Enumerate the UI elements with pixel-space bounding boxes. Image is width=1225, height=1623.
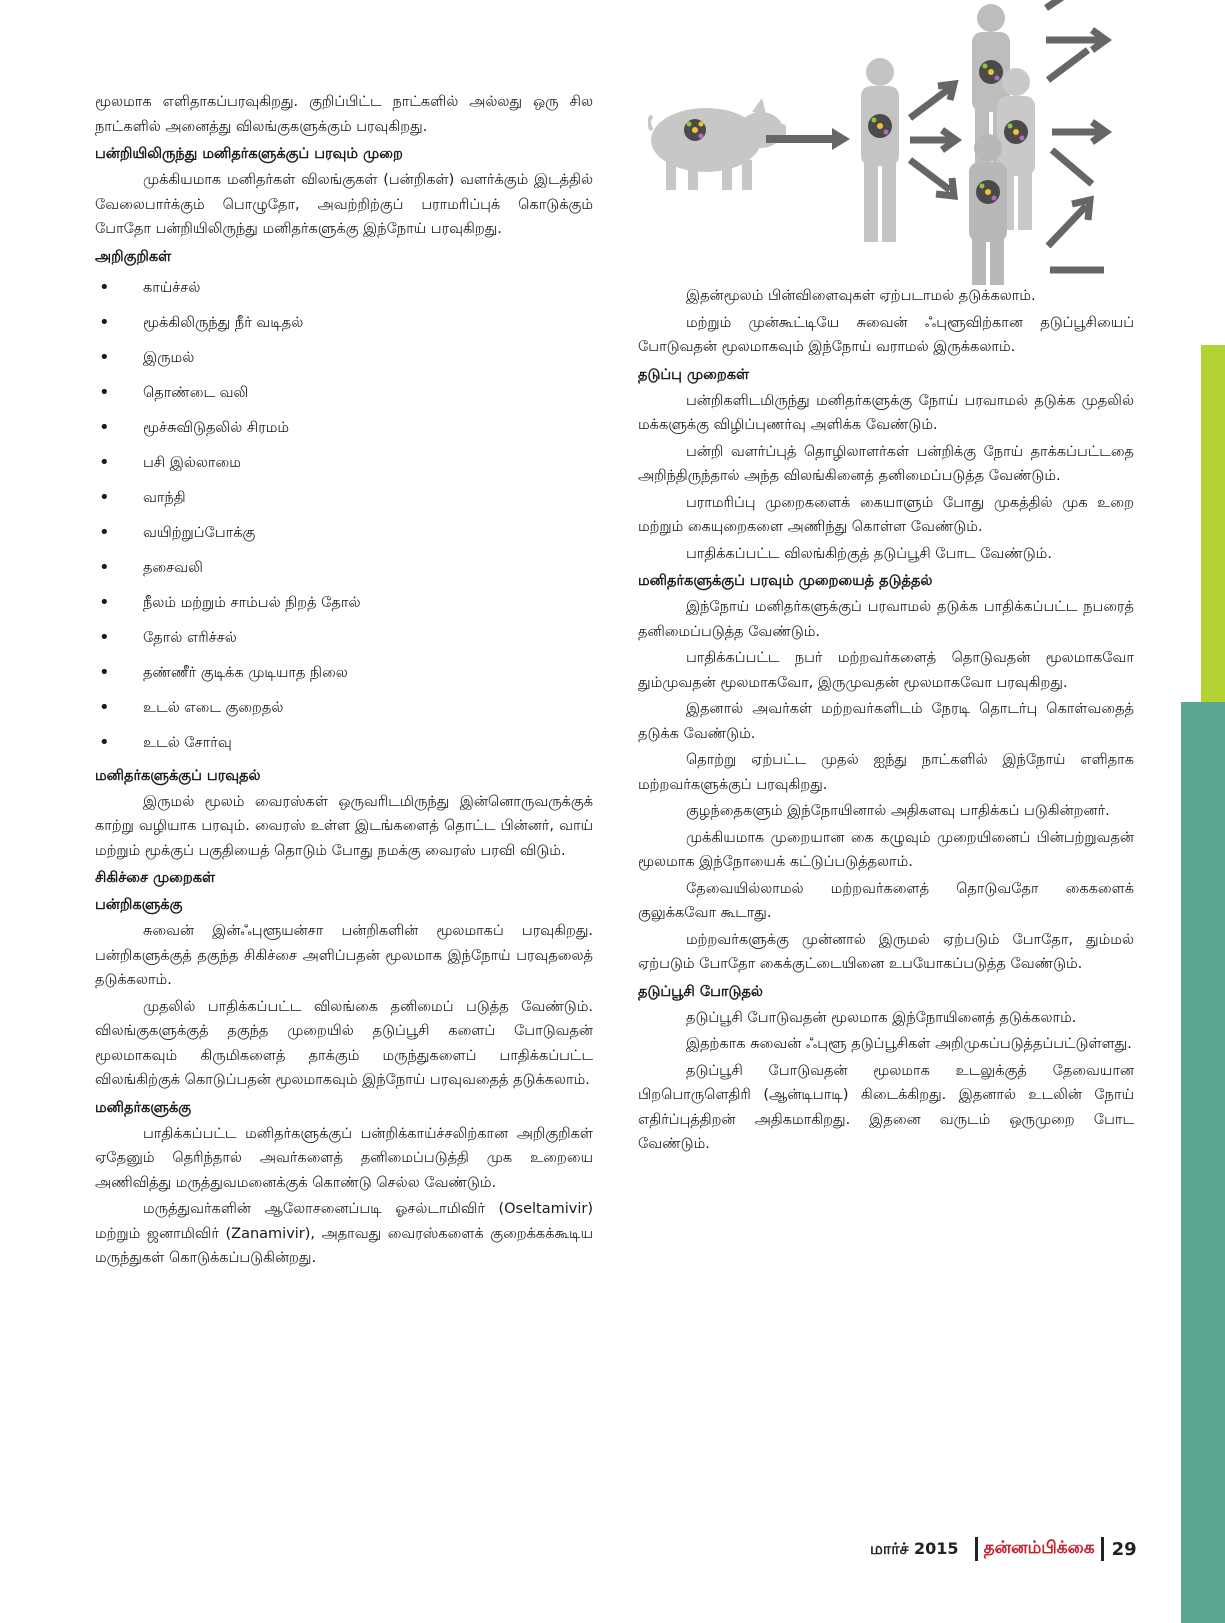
paragraph-stop-5: குழந்தைகளும் இந்நோயினால் அதிகளவு பாதிக்கப் படுகின்றனர். — [686, 803, 1110, 819]
bullet-icon: • — [99, 346, 110, 368]
paragraph-pigs-1: சுவைன் இன்ஃபுளூயன்சா பன்றிகளின் மூலமாகப் பரவுகிறது. பன்றிகளுக்குத் தகுந்த சிகிச்சை அளிப்பதன் மூலமாக இந்நோய் பரவுதலைத் தடுக்கலாம். — [95, 923, 593, 988]
paragraph-stop-1: இந்நோய் மனிதர்களுக்குப் பரவாமல் தடுக்க பாதிக்கப்பட்ட நபரைத் தனிமைப்படுத்த வேண்டும். — [638, 599, 1134, 640]
bullet-icon: • — [99, 486, 110, 508]
virus-icon — [684, 119, 706, 141]
heading-stop-spread: மனிதர்களுக்குப் பரவும் முறையைத் தடுத்தல் — [638, 573, 933, 589]
paragraph-pig-to-human: முக்கியமாக மனிதர்கள் விலங்குகள் (பன்றிகள்) வளர்க்கும் இடத்தில் வேலைபார்க்கும் பொழுதோ, அவற்றிற்குப் பராமரிப்புக் கொடுக்கும் போதோ பன்றியிலிருந்து மனிதர்களுக்கு இந்நோய் பரவுகிறது. — [95, 172, 593, 237]
list-item: • தொண்டை வலி — [95, 378, 593, 413]
list-item: • இருமல் — [95, 343, 593, 378]
symptoms-list — [95, 273, 593, 763]
list-item: • வாந்தி — [95, 483, 593, 518]
person-icon — [861, 58, 899, 242]
paragraph-humans-2: மருத்துவர்களின் ஆலோசனைப்படி ஓசல்டாமிவிர் (Oseltamivir) மற்றும் ஜனாமிவிர் (Zanamivir), அதாவது வைரஸ்களைக் குறைக்கக்கூடிய மருந்துகள் கொடுக்கப்படுகின்றது. — [95, 1201, 593, 1266]
list-item: • பசி இல்லாமை — [95, 448, 593, 483]
left-column — [95, 90, 593, 1273]
heading-pig-to-human: பன்றியிலிருந்து மனிதர்களுக்குப் பரவும் முறை — [95, 146, 403, 162]
paragraph-humans-1: பாதிக்கப்பட்ட மனிதர்களுக்குப் பன்றிக்காய்ச்சலிற்கான அறிகுறிகள் ஏதேனும் தெரிந்தால் அவர்களைத் தனிமைப்படுத்தி முக உறையை அணிவித்து மருத்துவமனைக்குக் கொண்டு செல்ல வேண்டும். — [95, 1125, 593, 1191]
paragraph-vaccination-1: தடுப்பூசி போடுவதன் மூலமாக இந்நோயினைத் தடுக்கலாம். — [686, 1009, 1077, 1026]
right-column — [638, 284, 1134, 1159]
magazine-logo: தன்னம்பிக்கை — [983, 1538, 1095, 1558]
pig-icon — [649, 98, 786, 190]
bullet-icon: • — [99, 521, 110, 543]
paragraph-vaccination-2: இதற்காக சுவைன் ஃபுளூ தடுப்பூசிகள் அறிமுகப்படுத்தப்பட்டுள்ளது. — [686, 1036, 1132, 1052]
bullet-icon: • — [99, 591, 110, 613]
paragraph-pigs-2: முதலில் பாதிக்கப்பட்ட விலங்கை தனிமைப் படுத்த வேண்டும். விலங்குகளுக்குத் தகுந்த முறையில் தடுப்பூசி களைப் போடுவதன் மூலமாகவும் கிருமிகளைத் தாக்கும் மருந்துகளைப் பாதிக்கப்பட்ட விலங்கிற்குக் கொடுப்பதன் மூலமாகவும் இந்நோய் பரவுவதைத் தடுக்கலாம். — [95, 998, 593, 1088]
heading-for-humans: மனிதர்களுக்கு — [95, 1099, 192, 1116]
footer-divider — [1101, 1537, 1104, 1561]
paragraph-prevention-4: பாதிக்கப்பட்ட விலங்கிற்குத் தடுப்பூசி போட வேண்டும். — [686, 545, 1052, 562]
heading-prevention: தடுப்பு முறைகள் — [638, 366, 750, 383]
bullet-icon: • — [99, 311, 110, 333]
list-item: • தண்ணீர் குடிக்க முடியாத நிலை — [95, 658, 593, 693]
bullet-icon: • — [99, 731, 110, 753]
paragraph-human-spread: இருமல் மூலம் வைரஸ்கள் ஒருவரிடமிருந்து இன்னொருவருக்குக் காற்று வழியாக பரவும். வைரஸ் உள்ள இடங்களைத் தொட்ட பின்னர், வாய் மற்றும் மூக்குப் பகுதியைத் தொடும் போது நமக்கு வைரஸ் பரவி விடும். — [95, 793, 593, 859]
bullet-icon: • — [99, 451, 110, 473]
bullet-icon: • — [99, 381, 110, 403]
paragraph-stop-4: தொற்று ஏற்பட்ட முதல் ஐந்து நாட்களில் இந்நோய் எளிதாக மற்றவர்களுக்குப் பரவுகிறது. — [638, 752, 1134, 793]
list-item: • உடல் சோர்வு — [95, 728, 593, 763]
list-item: • மூக்கிலிருந்து நீர் வடிதல் — [95, 308, 593, 343]
bullet-icon: • — [99, 416, 110, 438]
paragraph-stop-7: தேவையில்லாமல் மற்றவர்களைத் தொடுவதோ கைகளைக் குலுக்கவோ கூடாது. — [638, 880, 1134, 921]
list-item: • மூச்சுவிடுதலில் சிரமம் — [95, 413, 593, 448]
list-item: • உடல் எடை குறைதல் — [95, 693, 593, 728]
list-item: • காய்ச்சல் — [95, 273, 593, 308]
bullet-icon: • — [99, 661, 110, 683]
paragraph-prevention-2: பன்றி வளர்ப்புத் தொழிலாளர்கள் பன்றிக்கு நோய் தாக்கப்பட்டதை அறிந்திருந்தால் அந்த விலங்கினைத் தனிமைப்படுத்த வேண்டும். — [638, 443, 1134, 484]
pig-to-human-transmission-illustration — [648, 0, 1138, 285]
paragraph-stop-8: மற்றவர்களுக்கு முன்னால் இருமல் ஏற்படும் போதோ, தும்மல் ஏற்படும் போதோ கைக்குட்டையினை உபயோகப்படுத்த வேண்டும். — [638, 931, 1134, 972]
heading-treatment: சிகிச்சை முறைகள் — [95, 870, 216, 886]
list-item: • நீலம் மற்றும் சாம்பல் நிறத் தோல் — [95, 588, 593, 623]
bullet-icon: • — [99, 626, 110, 648]
heading-vaccination: தடுப்பூசி போடுதல் — [638, 983, 763, 1000]
paragraph-stop-2: பாதிக்கப்பட்ட நபர் மற்றவர்களைத் தொடுவதன் மூலமாகவோ தும்முவதன் மூலமாகவோ, இருமுவதன் மூலமாகவோ பரவுகிறது. — [638, 650, 1134, 691]
bullet-icon: • — [99, 696, 110, 718]
decorative-teal-bar — [1181, 702, 1225, 1623]
page-number: 29 — [1111, 1538, 1137, 1560]
paragraph-right-1: இதன்மூலம் பின்விளைவுகள் ஏற்படாமல் தடுக்கலாம். — [686, 288, 1036, 304]
paragraph-vaccination-3: தடுப்பூசி போடுவதன் மூலமாக உடலுக்குத் தேவையான பிறபொருளெதிரி (ஆன்டிபாடி) கிடைக்கிறது. இதனால் உடலின் நோய் எதிர்ப்புத்திறன் அதிகமாகிறது. இதனை வருடம் ஒருமுறை போட வேண்டும். — [638, 1062, 1134, 1152]
footer-divider — [975, 1537, 978, 1561]
heading-symptoms: அறிகுறிகள் — [95, 248, 172, 265]
heading-human-spread: மனிதர்களுக்குப் பரவுதல் — [95, 767, 261, 784]
issue-date: மார்ச் 2015 — [870, 1538, 959, 1558]
paragraph-prevention-1: பன்றிகளிடமிருந்து மனிதர்களுக்கு நோய் பரவாமல் தடுக்க முதலில் மக்களுக்கு விழிப்புணர்வு அளிக்க வேண்டும். — [638, 392, 1134, 433]
page-footer — [870, 1534, 1137, 1564]
paragraph-stop-6: முக்கியமாக முறையான கை கழுவும் முறையினைப் பின்பற்றுவதன் மூலமாக இந்நோயைக் கட்டுப்படுத்தலாம். — [638, 829, 1134, 870]
list-item: • தசைவலி — [95, 553, 593, 588]
heading-for-pigs: பன்றிகளுக்கு — [95, 897, 183, 913]
paragraph-stop-3: இதனால் அவர்கள் மற்றவர்களிடம் நேரடி தொடர்பு கொள்வதைத் தடுக்க வேண்டும். — [638, 701, 1134, 742]
list-item: • வயிற்றுப்போக்கு — [95, 518, 593, 553]
intro-paragraph: மூலமாக எளிதாகப்பரவுகிறது. குறிப்பிட்ட நாட்களில் அல்லது ஒரு சில நாட்களில் அனைத்து விலங்குகளுக்கும் பரவுகிறது. — [95, 94, 593, 135]
paragraph-right-2: மற்றும் முன்கூட்டியே சுவைன் ஃபுளூவிற்கான தடுப்பூசியைப் போடுவதன் மூலமாகவும் இந்நோய் வராமல் இருக்கலாம். — [638, 314, 1134, 355]
bullet-icon: • — [99, 276, 110, 298]
paragraph-prevention-3: பராமரிப்பு முறைகளைக் கையாளும் போது முகத்தில் முக உறை மற்றும் கையுறைகளை அணிந்து கொள்ள வேண்டும். — [638, 494, 1134, 535]
bullet-icon: • — [99, 556, 110, 578]
list-item: • தோல் எரிச்சல் — [95, 623, 593, 658]
